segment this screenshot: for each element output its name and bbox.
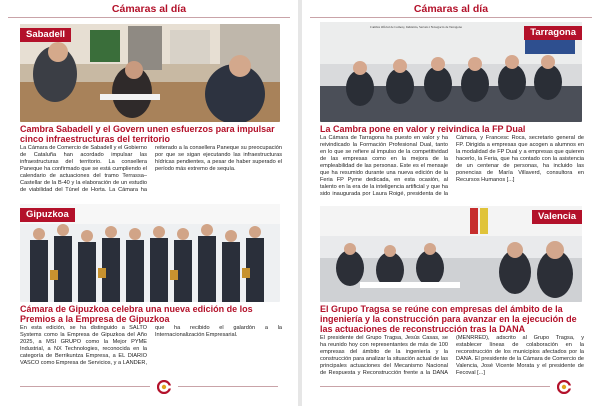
region-tag-gipuzkoa: Gipuzkoa — [20, 208, 75, 222]
footer-rule — [320, 386, 550, 387]
article-body: En esta edición, se ha distinguido a SALTO Systems como la Empresa de Gipuzkoa del Año 2025, a MSI GRUPO como la Mejor PYME Industrial, a NX Technologies, reconocida en la categoría de Berrikuntza Empresa, a EL DIARIO VASCO como Empresa de Servicios, y a LANDER, que ha recibido el galardón a la Internacionalización Empresarial. — [20, 325, 282, 367]
region-tag-sabadell: Sabadell — [20, 28, 71, 42]
article-title: La Cambra pone en valor y reivindica la FP Dual — [320, 124, 526, 134]
chamber-logo-icon — [157, 380, 171, 394]
article-title: Cámara de Gipuzkoa celebra una nueva edición de los Premios a la Empresa de Gipuzkoa — [20, 304, 253, 324]
footer-rule — [178, 386, 278, 387]
header-rule — [8, 17, 290, 18]
region-tag-valencia: Valencia — [532, 210, 582, 224]
chamber-logo-icon — [557, 380, 571, 394]
footer-rule — [20, 386, 150, 387]
article-body: El presidente del Grupo Tragsa, Jesús Casas, se ha reunido hoy con representantes de más de 100 empresas del ámbito de la ingeniería y la construcción para analizar la situación actual de las principales actuaciones del Mecanismo Nacional de Respuesta y Reconstrucción frente a la DANA (MENRRED), adscrito al Grupo Tragsa, y establecer líneas de colaboración en la reconstrucción de los municipios afectados por la DANA. El presidente de la Cámara de Comercio de Valencia, José Vicente Morata y el presidente de Fecoval [...] — [320, 335, 584, 377]
header-rule — [310, 17, 592, 18]
left-page — [0, 0, 298, 406]
article-body: La Cámara de Comercio de Sabadell y el Gobierno de Cataluña han acordado impulsar las infraestructuras del territorio. La consellera Paneque ha confirmado que se está cumpliendo el calendario de actuaciones del tramo Terrassa–Castellar de la B-40 y la elaboración de un estudio de viabilidad del Túnel de Horta. La Cámara ha reiterado a la consellera Paneque su preocupación por que se sigan ejecutando las infraestructuras hídricas pendientes, a pesar de haber superado el período más extremo de sequía. — [20, 145, 282, 194]
article-body: La Cámara de Tarragona ha puesto en valor y ha reivindicado la Formación Profesional Dual, tanto en lo que se refiere al impulso de la competitividad de las empresas como en la mejora de la empleabilidad de las personas. Este es el mensaje que ha resumido durante una nueva edición de la Feria FP Pyme dedicada, en esta ocasión, al talento en la era de la inteligencia artificial y que ha sido inaugurada por Laura Roigé, presidenta de la Cámara, y Francesc Roca, secretario general de FP. Dirigida a empresas que acogen a alumnos en la modalidad de FP Dual y a empresas que quieren hacerlo, la Feria, que ha contado con la asistencia de un centenar de personas, ha incluido las ponencias de María Villaverd, consultora en Recursos Humanos [...] — [320, 135, 584, 198]
article-title: Cambra Sabadell y el Govern unen esfuerzos para impulsar cinco infraestructuras del territorio — [20, 124, 275, 144]
section-header: Cámaras al día — [111, 3, 187, 15]
right-page — [302, 0, 600, 406]
photo-sign-text: Cambra Oficial de Comerç, Indústria, Serveis i Navegació de Tarragona — [370, 25, 462, 29]
region-tag-tarragona: Tarragona — [524, 26, 582, 40]
article-title: El Grupo Tragsa se reúne con empresas del ámbito de la ingeniería y la construcción para avanzar en la ejecución de las actuaciones de reconstrucción tras la DANA — [320, 304, 577, 334]
section-header: Cámaras al día — [413, 3, 489, 15]
